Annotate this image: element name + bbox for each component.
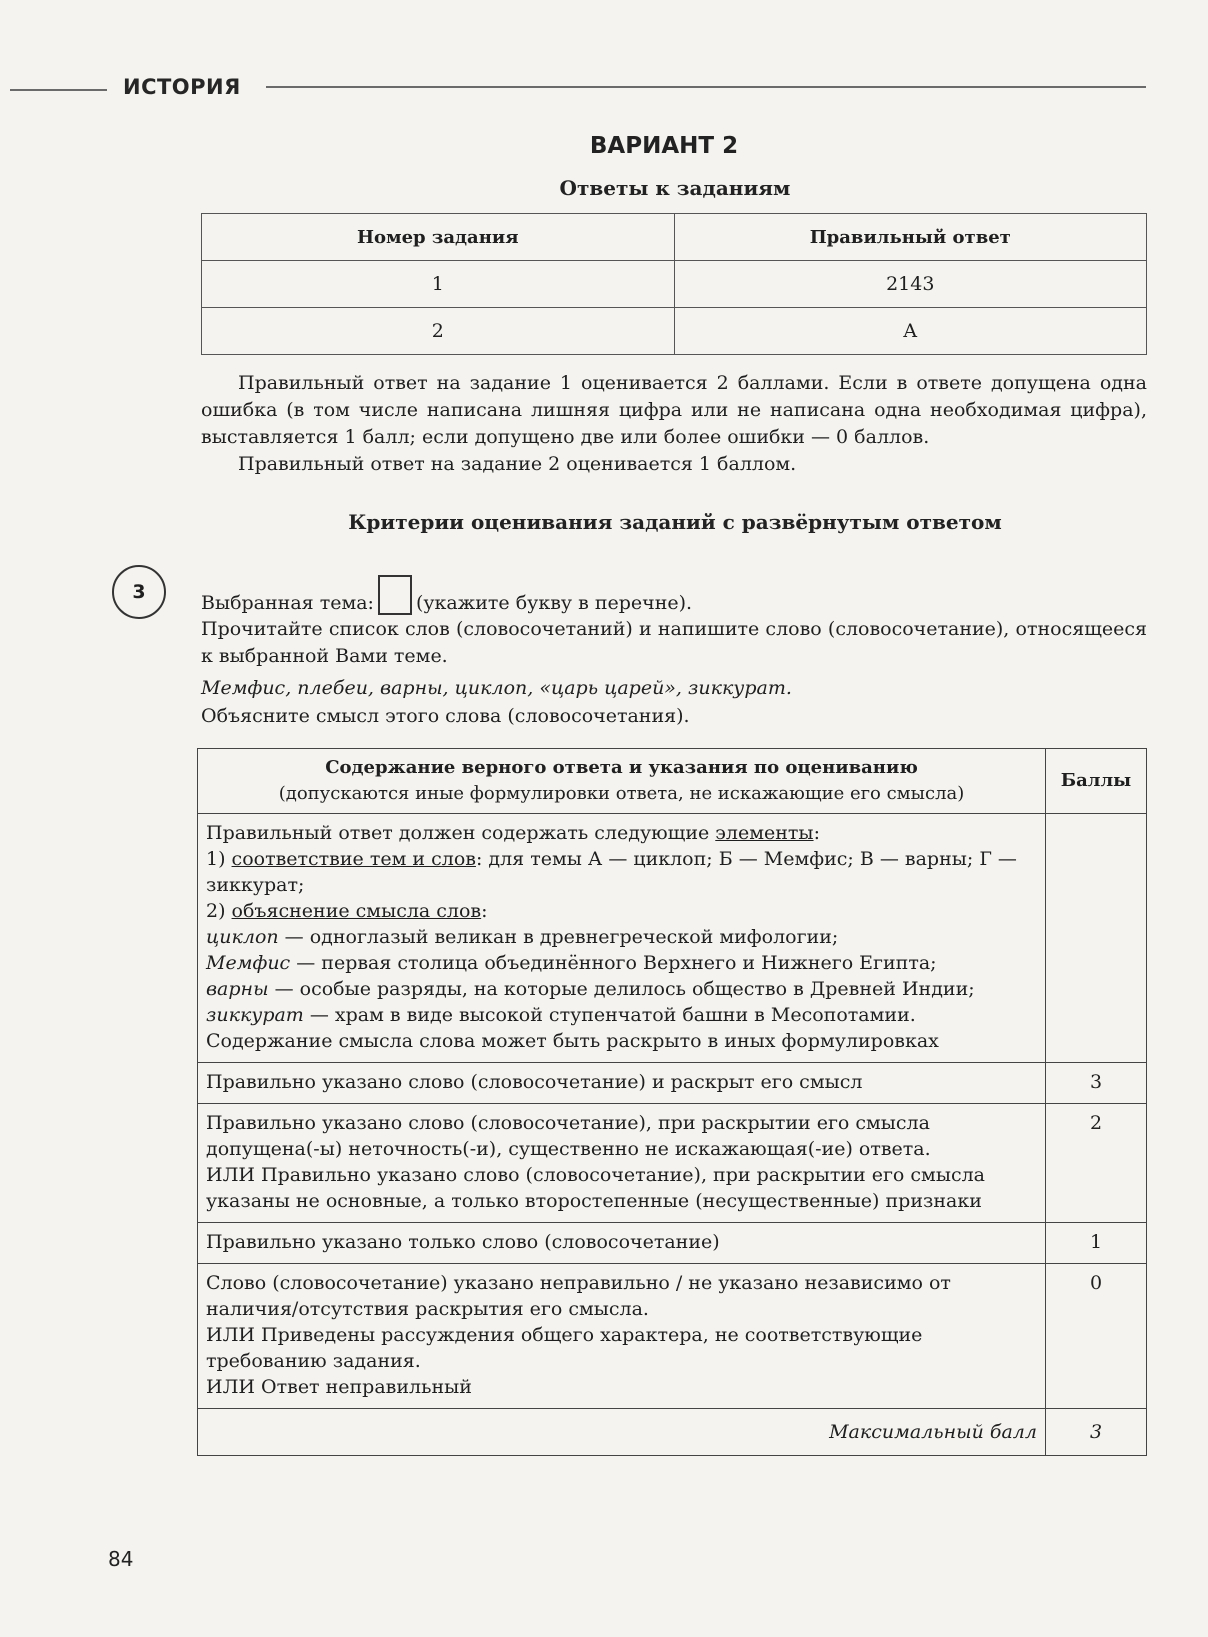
answer-elements-row [198, 814, 1147, 1063]
task-number-cell: 1 [202, 261, 675, 308]
answer-item-1 [206, 846, 1037, 898]
answer-closing: Содержание смысла слова может быть раскрыто в иных формулировках [206, 1030, 939, 1052]
answer-item-2 [206, 898, 1037, 924]
criteria-section-title: Критерии оценивания заданий с развёрнутым ответом [348, 510, 1002, 534]
definition-term: циклоп [206, 926, 279, 948]
definition-text: — первая столица объединённого Верхнего и Нижнего Египта; [290, 952, 937, 974]
answer-intro [206, 820, 1037, 846]
item-underlined: соответствие тем и слов [231, 848, 476, 870]
scoring-note-task1: Правильный ответ на задание 1 оценивается 2 баллами. Если в ответе допущена одна ошибка (в том числе написана лишняя цифра или не написана одна необходимая цифра), выставляется 1 балл; если допущено две или более ошибки — 0 баллов. [201, 372, 1147, 448]
points-header: Баллы [1046, 749, 1147, 814]
answer-cell: 2143 [674, 261, 1147, 308]
definition-line [206, 1002, 1037, 1028]
table-row [202, 308, 1147, 355]
scoring-note-task2: Правильный ответ на задание 2 оценивается 1 баллом. [238, 453, 797, 475]
answer-elements-cell [198, 814, 1046, 1063]
explain-instruction: Объясните смысл этого слова (словосочетания). [201, 705, 690, 727]
definition-text: — храм в виде высокой ступенчатой башни в Месопотамии. [303, 1004, 916, 1026]
chosen-topic-hint: (укажите букву в перечне). [415, 592, 693, 614]
criteria-table [197, 748, 1147, 1456]
header-rule-right [266, 86, 1146, 88]
max-score-value: 3 [1046, 1409, 1147, 1456]
definition-term: варны [206, 978, 269, 1000]
answer-intro-underlined: элементы [715, 822, 814, 844]
topic-letter-box[interactable] [378, 575, 412, 615]
chosen-topic-line [201, 575, 692, 617]
answers-section-title: Ответы к заданиям [559, 176, 791, 200]
item-underlined: объяснение смысла слов [231, 900, 482, 922]
content-header-subtitle: (допускаются иные формулировки ответа, не искажающие его смысла) [278, 783, 965, 804]
word-list: Мемфис, плебеи, варны, циклоп, «царь царей», зиккурат. [201, 677, 792, 699]
definition-text: — одноглазый великан в древнегреческой мифологии; [278, 926, 839, 948]
score-row [198, 1063, 1147, 1104]
score-row [198, 1104, 1147, 1223]
score-criterion: Правильно указано только слово (словосочетание) [198, 1223, 1046, 1264]
table-row [202, 261, 1147, 308]
score-criterion: Правильно указано слово (словосочетание), при раскрытии его смысла допущена(-ы) неточность(-и), существенно не искажающая(-ие) ответа. ИЛИ Правильно указано слово (словосочетание), при раскрытии его смысла указаны не основные, а только второстепенные (несущественные) признаки [198, 1104, 1046, 1223]
header-rule-left [10, 89, 107, 91]
answers-table [201, 213, 1147, 355]
definition-term: зиккурат [206, 1004, 304, 1026]
task-instruction: Прочитайте список слов (словосочетаний) и напишите слово (словосочетание), относящееся к выбранной Вами теме. [201, 618, 1147, 667]
answer-intro-suffix: : [813, 822, 820, 844]
page-number: 84 [108, 1547, 134, 1571]
answers-header-row [202, 214, 1147, 261]
task-number-badge: 3 [112, 565, 166, 619]
item-number: 1) [206, 848, 232, 870]
definition-term: Мемфис [206, 952, 291, 974]
score-points: 0 [1046, 1264, 1147, 1409]
answer-cell: А [674, 308, 1147, 355]
item-number: 2) [206, 900, 232, 922]
task-number-cell: 2 [202, 308, 675, 355]
criteria-header-row [198, 749, 1147, 814]
definition-line [206, 976, 1037, 1002]
score-points: 1 [1046, 1223, 1147, 1264]
variant-title: ВАРИАНТ 2 [589, 133, 739, 159]
content-header [198, 749, 1046, 814]
column-header-answer: Правильный ответ [674, 214, 1147, 261]
scoring-notes [201, 370, 1147, 478]
score-points: 2 [1046, 1104, 1147, 1223]
subject-header: ИСТОРИЯ [123, 75, 241, 99]
empty-points-cell [1046, 814, 1147, 1063]
score-row [198, 1264, 1147, 1409]
definition-line [206, 924, 1037, 950]
content-header-title: Содержание верного ответа и указания по оцениванию [325, 757, 918, 778]
score-points: 3 [1046, 1063, 1147, 1104]
chosen-topic-label: Выбранная тема: [201, 592, 374, 614]
item-suffix: : [481, 900, 488, 922]
answer-intro-text: Правильный ответ должен содержать следующие [206, 822, 716, 844]
column-header-task: Номер задания [202, 214, 675, 261]
score-row [198, 1223, 1147, 1264]
item-text: : для темы А — циклоп; Б — Мемфис; В — варны; Г — зиккурат; [206, 848, 1017, 896]
max-score-label: Максимальный балл [198, 1409, 1046, 1456]
definition-text: — особые разряды, на которые делилось общество в Древней Индии; [268, 978, 975, 1000]
score-criterion: Правильно указано слово (словосочетание) и раскрыт его смысл [198, 1063, 1046, 1104]
score-criterion: Слово (словосочетание) указано неправильно / не указано независимо от наличия/отсутствия раскрытия его смысла. ИЛИ Приведены рассуждения общего характера, не соответствующие требованию задания. ИЛИ Ответ неправильный [198, 1264, 1046, 1409]
definition-line [206, 950, 1037, 976]
max-score-row [198, 1409, 1147, 1456]
